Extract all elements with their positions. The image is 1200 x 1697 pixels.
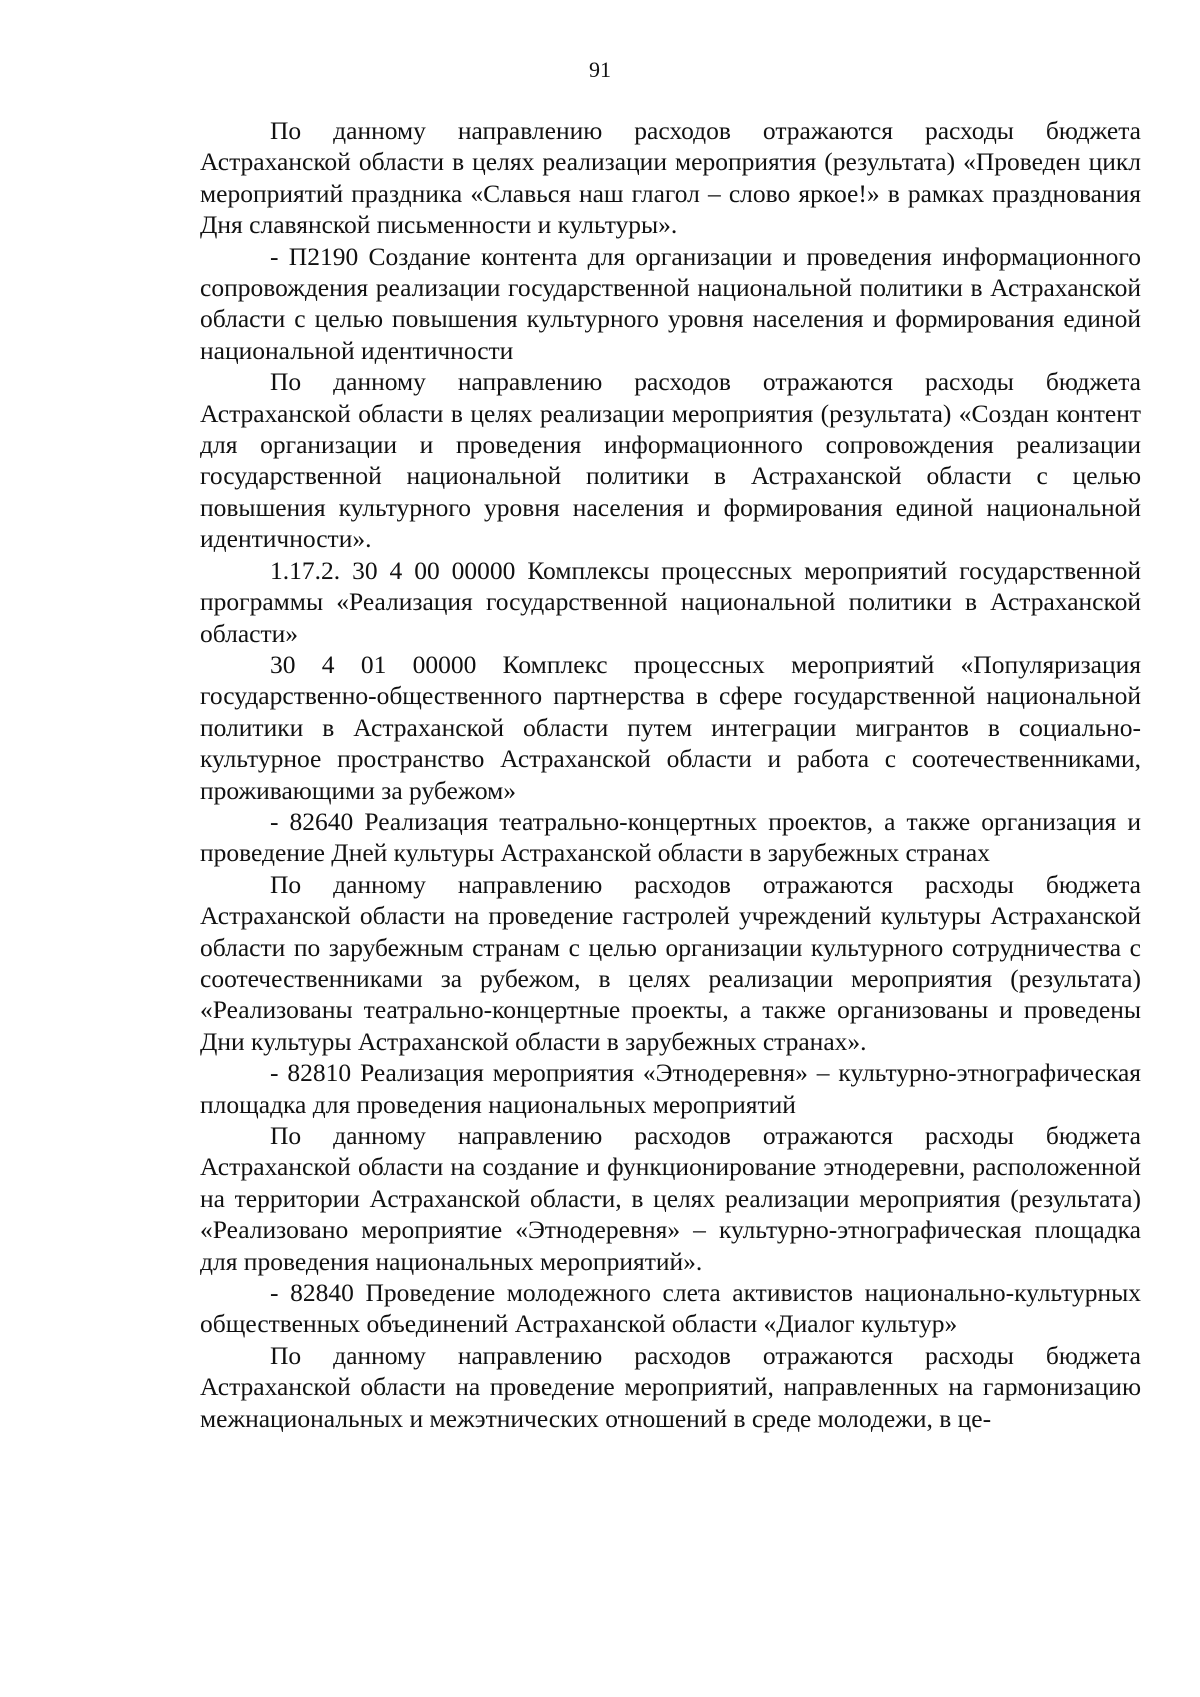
paragraph-2: - П2190 Создание контента для организации и проведения информационного сопровождения реализации государственной национальной политики в Астраханской области с целью повышения культурного уровня населения и формирования единой национальной идентичности bbox=[200, 241, 1141, 365]
paragraph-7: По данному направлению расходов отражаются расходы бюджета Астраханской области на проведение гастролей учреждений культуры Астраханской области по зарубежным странам с целью организации культурного сотрудничества с соотечественниками за рубежом, в целях реализации мероприятия (результата) «Реализованы театрально-концертные проекты, а также организованы и проведены Дни культуры Астраханской области в зарубежных странах». bbox=[200, 869, 1141, 1056]
page-body bbox=[200, 115, 1141, 1434]
page-number: 91 bbox=[589, 57, 611, 82]
paragraph-8: - 82810 Реализация мероприятия «Этнодеревня» – культурно-этнографическая площадка для проведения национальных мероприятий bbox=[200, 1058, 1141, 1119]
paragraph-11: По данному направлению расходов отражаются расходы бюджета Астраханской области на проведение мероприятий, направленных на гармонизацию межнациональных и межэтнических отношений в среде молодежи, в це- bbox=[200, 1340, 1141, 1433]
paragraph-4: 1.17.2. 30 4 00 00000 Комплексы процессных мероприятий государственной программы «Реализация государственной национальной политики в Астраханской области» bbox=[200, 555, 1141, 648]
paragraph-9: По данному направлению расходов отражаются расходы бюджета Астраханской области на создание и функционирование этнодеревни, расположенной на территории Астраханской области, в целях реализации мероприятия (результата) «Реализовано мероприятие «Этнодеревня» – культурно-этнографическая площадка для проведения национальных мероприятий». bbox=[200, 1121, 1141, 1276]
paragraph-6: - 82640 Реализация театрально-концертных проектов, а также организация и проведение Дней культуры Астраханской области в зарубежных странах bbox=[200, 806, 1141, 868]
paragraph-3: По данному направлению расходов отражаются расходы бюджета Астраханской области в целях реализации мероприятия (результата) «Создан контент для организации и проведения информационного сопровождения реализации государственной национальной политики в Астраханской области с целью повышения культурного уровня населения и формирования единой национальной идентичности». bbox=[200, 367, 1141, 554]
paragraph-1: По данному направлению расходов отражаются расходы бюджета Астраханской области в целях реализации мероприятия (результата) «Проведен цикл мероприятий праздника «Славься наш глагол – слово яркое!» в рамках празднования Дня славянской письменности и культуры». bbox=[200, 116, 1141, 240]
paragraph-5: 30 4 01 00000 Комплекс процессных мероприятий «Популяризация государственно-общественного партнерства в сфере государственной национальной политики в Астраханской области путем интеграции мигрантов в социально-культурное пространство Астраханской области и работа с соотечественниками, проживающими за рубежом» bbox=[200, 649, 1141, 805]
paragraph-10: - 82840 Проведение молодежного слета активистов национально-культурных общественных объединений Астраханской области «Диалог культур» bbox=[200, 1278, 1141, 1339]
